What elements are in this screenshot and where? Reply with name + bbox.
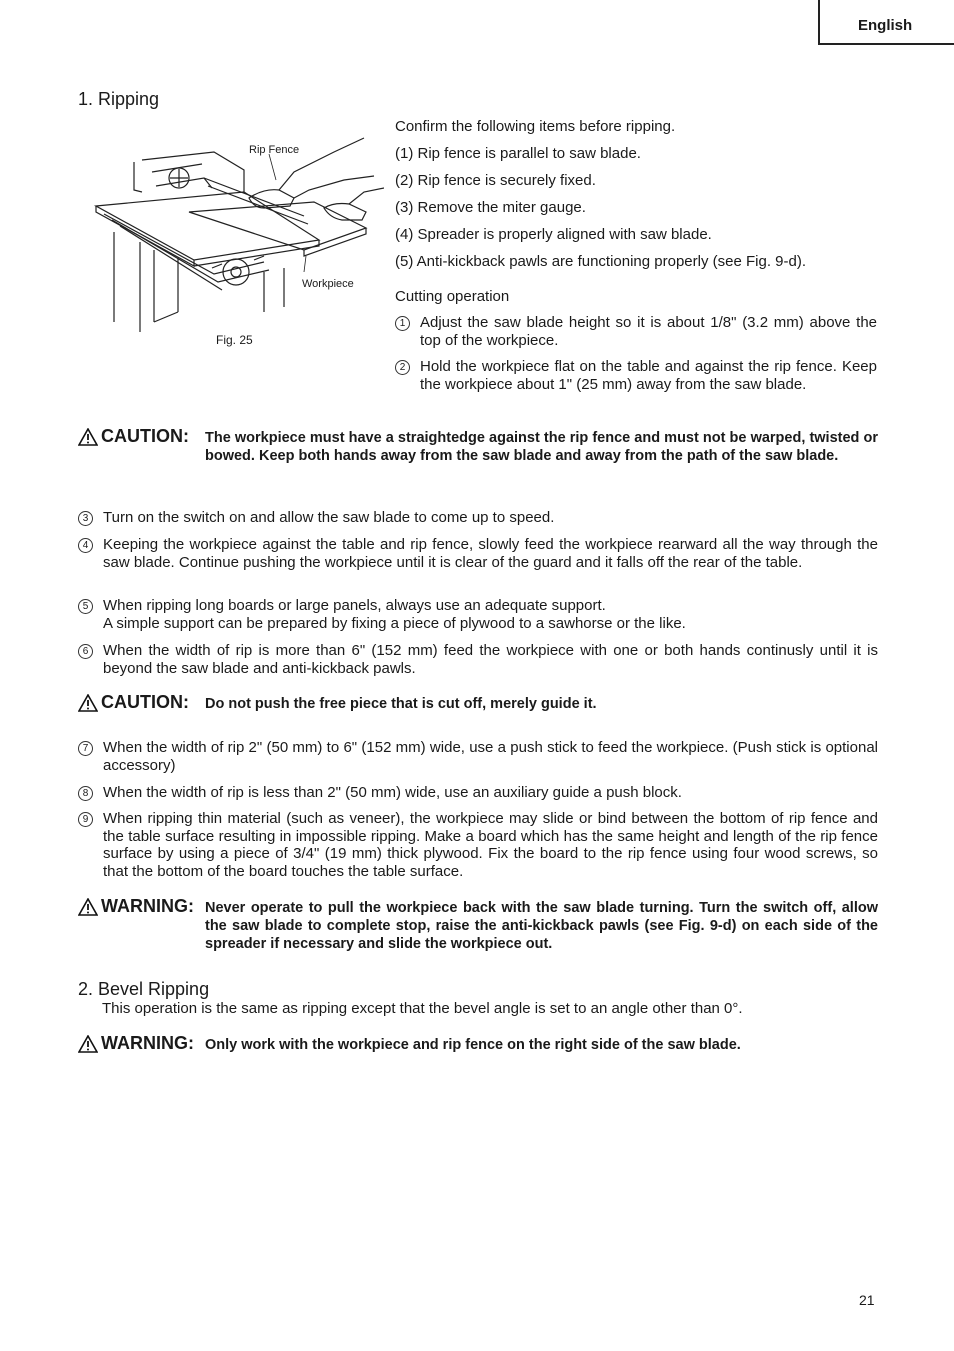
- language-tab: [818, 0, 954, 45]
- caution-label-group: [78, 426, 189, 447]
- step-number: 3: [78, 511, 93, 526]
- warning-text: Never operate to pull the workpiece back with the saw blade turning. Turn the switch off, allow the saw blade to complete stop, raise the anti-kickback pawls (see Fig. 9-d) on each side of the spreader if necessary and slide the workpiece out.: [205, 900, 878, 952]
- warning-label-group: [78, 1033, 194, 1054]
- step-6: [78, 642, 878, 677]
- caution-notice: [78, 426, 878, 486]
- step-text: Hold the workpiece flat on the table and against the rip fence. Keep the workpiece about 1" (25 mm) away from the saw blade.: [420, 358, 877, 393]
- step-text: When the width of rip is less than 2" (50 mm) wide, use an auxiliary guide a push block.: [103, 784, 682, 801]
- figure-caption: Fig. 25: [216, 333, 253, 347]
- check-item: (4) Spreader is properly aligned with saw blade.: [395, 226, 712, 243]
- page-number: 21: [859, 1292, 875, 1308]
- step-text: Turn on the switch on and allow the saw blade to come up to speed.: [103, 509, 555, 526]
- warning-triangle-icon: [78, 694, 98, 712]
- section-title-ripping: 1. Ripping: [78, 89, 160, 109]
- warning-label: WARNING:: [101, 896, 194, 916]
- rip-fence-callout: Rip Fence: [249, 144, 300, 156]
- caution-notice: [78, 692, 878, 718]
- warning-notice: [78, 896, 878, 956]
- intro-text: Confirm the following items before ripping.: [395, 118, 676, 135]
- warning-triangle-icon: [78, 1035, 98, 1053]
- table-saw-illustration: [94, 132, 384, 332]
- step-number: 6: [78, 644, 93, 659]
- check-item: (3) Remove the miter gauge.: [395, 199, 586, 216]
- warning-label: WARNING:: [101, 1033, 194, 1053]
- step-4: [78, 536, 878, 571]
- step-number: 8: [78, 786, 93, 801]
- check-item: (1) Rip fence is parallel to saw blade.: [395, 145, 641, 162]
- step-number: 5: [78, 599, 93, 614]
- step-text: When the width of rip 2" (50 mm) to 6" (152 mm) wide, use a push stick to feed the workpiece. (Push stick is optional accessory): [103, 739, 878, 774]
- language-label: English: [858, 17, 913, 34]
- step-text: When ripping long boards or large panels, always use an adequate support.: [103, 597, 606, 614]
- caution-text: The workpiece must have a straightedge against the rip fence and must not be warped, twisted or bowed. Keep both hands away from the saw blade and away from the path of the saw blade.: [205, 430, 878, 464]
- step-text: When ripping thin material (such as veneer), the workpiece may slide or bind between the bottom of rip fence and the table surface resulting in impossible ripping. Make a board which has the same height and length of the rip fence surface by using a piece of 3/4" (19 mm) thick plywood. Fix the board to the rip fence using four wood screws, so that the bottom of the board touches the table surface.: [103, 810, 878, 880]
- ripping-checklist: [395, 118, 877, 306]
- caution-text: Do not push the free piece that is cut off, merely guide it.: [205, 696, 597, 712]
- check-item: (2) Rip fence is securely fixed.: [395, 172, 596, 189]
- step-5: [78, 597, 878, 632]
- cutting-heading: Cutting operation: [395, 288, 510, 305]
- caution-label-group: [78, 692, 189, 713]
- bevel-ripping-text: This operation is the same as ripping except that the bevel angle is set to an angle other than 0°.: [102, 1000, 743, 1017]
- caution-label: CAUTION:: [101, 692, 189, 712]
- step-number: 2: [395, 360, 410, 375]
- step-1: [395, 314, 877, 349]
- warning-triangle-icon: [78, 898, 98, 916]
- caution-label: CAUTION:: [101, 426, 189, 446]
- section-title-bevel-ripping: 2. Bevel Ripping: [78, 979, 210, 999]
- warning-label-group: [78, 896, 194, 917]
- step-number: 7: [78, 741, 93, 756]
- warning-notice: [78, 1033, 878, 1059]
- step-text: When the width of rip is more than 6" (152 mm) feed the workpiece with one or both hands continusly until it is beyond the saw blade and anti-kickback pawls.: [103, 642, 878, 677]
- step-8: [78, 784, 878, 802]
- step-9: [78, 810, 878, 880]
- check-item: (5) Anti-kickback pawls are functioning properly (see Fig. 9-d).: [395, 253, 807, 270]
- step-number: 1: [395, 316, 410, 331]
- step-text: Adjust the saw blade height so it is about 1/8" (3.2 mm) above the top of the workpiece.: [420, 314, 877, 349]
- step-number: 9: [78, 812, 93, 827]
- step-7: [78, 739, 878, 774]
- warning-text: Only work with the workpiece and rip fence on the right side of the saw blade.: [205, 1037, 741, 1053]
- step-number: 4: [78, 538, 93, 553]
- step-2: [395, 358, 877, 393]
- step-text-continued: A simple support can be prepared by fixing a piece of plywood to a sawhorse or the like.: [103, 614, 686, 632]
- step-3: [78, 509, 878, 527]
- workpiece-callout: Workpiece: [302, 278, 354, 290]
- step-text: Keeping the workpiece against the table and rip fence, slowly feed the workpiece rearward all the way through the saw blade. Continue pushing the workpiece until it is clear of the guard and it falls off the rear of the table.: [103, 536, 878, 571]
- warning-triangle-icon: [78, 428, 98, 446]
